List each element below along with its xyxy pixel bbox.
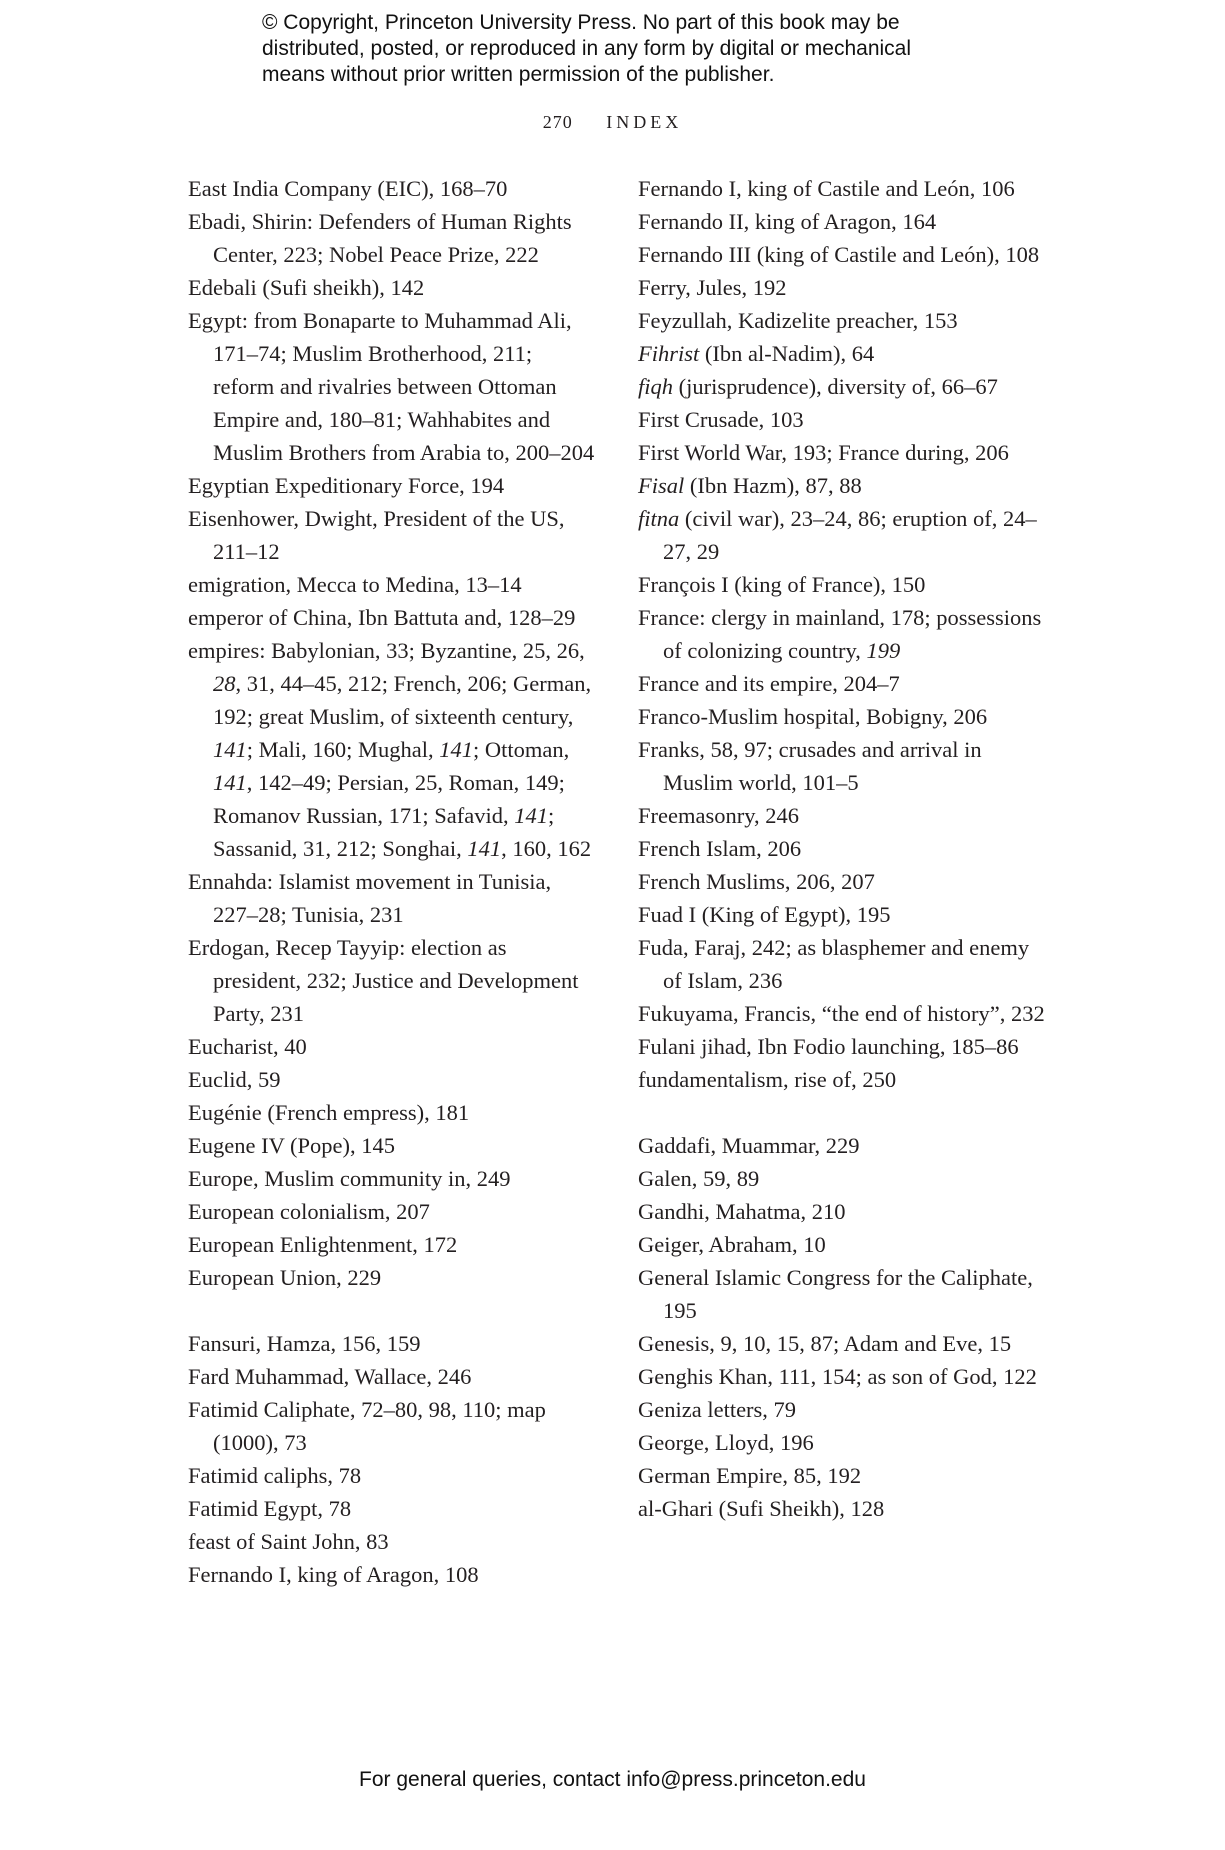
index-entry-text: Eucharist, 40 xyxy=(188,1034,307,1059)
index-entry-text: Fatimid Caliphate, 72–80, 98, 110; map (1000), 73 xyxy=(188,1397,546,1455)
index-column-left xyxy=(188,172,598,1591)
index-entry xyxy=(638,733,1048,799)
index-entry xyxy=(638,799,1048,832)
index-entry-text: French Islam, 206 xyxy=(638,836,802,861)
index-entry xyxy=(188,1030,598,1063)
index-entry-text: Fihrist xyxy=(638,341,700,366)
index-entry xyxy=(188,1195,598,1228)
index-entry xyxy=(638,1261,1048,1327)
index-entry-text: Fisal xyxy=(638,473,685,498)
index-entry-text: Genesis, 9, 10, 15, 87; Adam and Eve, 15 xyxy=(638,1331,1012,1356)
index-entry-text: Fansuri, Hamza, 156, 159 xyxy=(188,1331,421,1356)
index-entry-text: German Empire, 85, 192 xyxy=(638,1463,862,1488)
index-entry-text: fundamentalism, rise of, 250 xyxy=(638,1067,897,1092)
index-entry xyxy=(638,1063,1048,1096)
index-entry xyxy=(638,337,1048,370)
index-entry-text: al-Ghari (Sufi Sheikh), 128 xyxy=(638,1496,885,1521)
index-entry xyxy=(638,1030,1048,1063)
index-entry xyxy=(638,568,1048,601)
index-entry-text: , 160, 162 xyxy=(501,836,592,861)
index-entry xyxy=(188,1558,598,1591)
index-entry-text: Fulani jihad, Ibn Fodio launching, 185–86 xyxy=(638,1034,1019,1059)
index-entry-text: Feyzullah, Kadizelite preacher, 153 xyxy=(638,308,958,333)
index-entry xyxy=(638,898,1048,931)
index-entry-text: France and its empire, 204–7 xyxy=(638,671,900,696)
index-entry-text: 199 xyxy=(866,638,901,663)
index-entry xyxy=(638,865,1048,898)
index-entry xyxy=(188,1459,598,1492)
index-entry xyxy=(638,1129,1048,1162)
index-entry xyxy=(188,502,598,568)
index-entry-text: Genghis Khan, 111, 154; as son of God, 122 xyxy=(638,1364,1037,1389)
index-entry-text: Eugénie (French empress), 181 xyxy=(188,1100,470,1125)
index-entry-text: Ferry, Jules, 192 xyxy=(638,275,787,300)
index-entry-text: Fuad I (King of Egypt), 195 xyxy=(638,902,891,927)
index-entry-text: François I (king of France), 150 xyxy=(638,572,926,597)
index-entry-text: Eugene IV (Pope), 145 xyxy=(188,1133,396,1158)
index-entry-text: Freemasonry, 246 xyxy=(638,803,800,828)
index-entry xyxy=(188,1261,598,1294)
index-entry-text: George, Lloyd, 196 xyxy=(638,1430,814,1455)
page-number: 270 xyxy=(542,112,573,132)
index-entry xyxy=(188,1393,598,1459)
index-entry-text: France: clergy in mainland, 178; possessions of colonizing country, xyxy=(638,605,1042,663)
index-entry xyxy=(638,1426,1048,1459)
index-entry xyxy=(188,931,598,1030)
index-entry xyxy=(188,568,598,601)
index-entry xyxy=(188,634,598,865)
index-entry xyxy=(188,1129,598,1162)
index-entry-text: European Enlightenment, 172 xyxy=(188,1232,458,1257)
index-entry xyxy=(188,271,598,304)
index-entry-text: 28 xyxy=(213,671,236,696)
index-entry-text: 141 xyxy=(514,803,548,828)
index-entry xyxy=(638,172,1048,205)
copyright-line: © Copyright, Princeton University Press. No part of this book may be xyxy=(262,11,900,34)
running-head xyxy=(0,112,1225,133)
index-entry-text: Fatimid caliphs, 78 xyxy=(188,1463,362,1488)
letter-group-gap xyxy=(188,1294,598,1327)
index-entry xyxy=(188,601,598,634)
index-entry-text: ; Sassanid, 31, 212; Songhai, xyxy=(213,803,555,861)
index-entry-text: East India Company (EIC), 168–70 xyxy=(188,176,508,201)
letter-group-gap xyxy=(638,1096,1048,1129)
index-entry xyxy=(638,1228,1048,1261)
index-entry-text: , 142–49; Persian, 25, Roman, 149; Romanov Russian, 171; Safavid, xyxy=(213,770,565,828)
index-entry-text: 141 xyxy=(467,836,502,861)
index-entry xyxy=(638,436,1048,469)
index-entry-text: Edebali (Sufi sheikh), 142 xyxy=(188,275,425,300)
index-entry-text: 141 xyxy=(439,737,473,762)
index-entry xyxy=(638,700,1048,733)
index-entry-text: Gaddafi, Muammar, 229 xyxy=(638,1133,860,1158)
index-entry-text: Geiger, Abraham, 10 xyxy=(638,1232,826,1257)
index-entry-text: fitna xyxy=(638,506,680,531)
index-entry xyxy=(188,205,598,271)
index-entry-text: Erdogan, Recep Tayyip: election as president, 232; Justice and Development Party, 231 xyxy=(188,935,579,1026)
index-entry xyxy=(638,205,1048,238)
index-entry xyxy=(188,1360,598,1393)
index-entry xyxy=(638,997,1048,1030)
index-entry xyxy=(188,865,598,931)
index-entry xyxy=(188,172,598,205)
index-entry-text: Fernando I, king of Castile and León, 106 xyxy=(638,176,1015,201)
index-entry-text: Franks, 58, 97; crusades and arrival in Muslim world, 101–5 xyxy=(638,737,982,795)
section-title: INDEX xyxy=(606,112,683,132)
index-entry xyxy=(638,1459,1048,1492)
index-entry xyxy=(638,1162,1048,1195)
index-entry-text: Euclid, 59 xyxy=(188,1067,281,1092)
index-entry xyxy=(188,1162,598,1195)
index-entry xyxy=(638,931,1048,997)
index-entry-text: Franco-Muslim hospital, Bobigny, 206 xyxy=(638,704,988,729)
index-column-right xyxy=(638,172,1048,1525)
index-entry xyxy=(638,469,1048,502)
index-entry-text: (Ibn Hazm), 87, 88 xyxy=(684,473,862,498)
index-entry-text: fiqh xyxy=(638,374,674,399)
index-entry-text: feast of Saint John, 83 xyxy=(188,1529,389,1554)
index-entry-text: emigration, Mecca to Medina, 13–14 xyxy=(188,572,522,597)
index-entry xyxy=(638,1360,1048,1393)
index-entry-text: Galen, 59, 89 xyxy=(638,1166,760,1191)
index-entry xyxy=(638,370,1048,403)
index-entry-text: empires: Babylonian, 33; Byzantine, 25, 26, xyxy=(188,638,585,663)
index-entry-text: Gandhi, Mahatma, 210 xyxy=(638,1199,846,1224)
index-entry xyxy=(638,502,1048,568)
index-entry-text: French Muslims, 206, 207 xyxy=(638,869,875,894)
index-entry xyxy=(188,1228,598,1261)
index-entry-text: Ennahda: Islamist movement in Tunisia, 227–28; Tunisia, 231 xyxy=(188,869,552,927)
index-entry-text: emperor of China, Ibn Battuta and, 128–29 xyxy=(188,605,576,630)
index-entry-text: Egyptian Expeditionary Force, 194 xyxy=(188,473,505,498)
copyright-line: means without prior written permission of the publisher. xyxy=(262,63,775,86)
copyright-line: distributed, posted, or reproduced in any form by digital or mechanical xyxy=(262,37,912,60)
index-entry xyxy=(188,304,598,469)
index-entry xyxy=(188,1327,598,1360)
index-entry-text: Geniza letters, 79 xyxy=(638,1397,797,1422)
index-entry-text: Europe, Muslim community in, 249 xyxy=(188,1166,511,1191)
index-entry xyxy=(638,667,1048,700)
index-entry-text: Fard Muhammad, Wallace, 246 xyxy=(188,1364,472,1389)
index-entry xyxy=(188,1063,598,1096)
index-entry xyxy=(638,1492,1048,1525)
footer-contact: For general queries, contact info@press.princeton.edu xyxy=(359,1768,866,1791)
index-entry-text: ; Mali, 160; Mughal, xyxy=(246,737,440,762)
index-entry-text: Fernando I, king of Aragon, 108 xyxy=(188,1562,479,1587)
index-entry xyxy=(638,1393,1048,1426)
index-entry xyxy=(638,271,1048,304)
index-entry-text: European Union, 229 xyxy=(188,1265,382,1290)
index-entry-text: Egypt: from Bonaparte to Muhammad Ali, 171–74; Muslim Brotherhood, 211; reform and rivalries between Ottoman Empire and, 180–81; Wahhabites and Muslim Brothers from Arabia to, 200–204 xyxy=(188,308,595,465)
copyright-notice xyxy=(262,10,1022,88)
index-entry xyxy=(638,238,1048,271)
index-entry xyxy=(188,469,598,502)
index-entry-text: First World War, 193; France during, 206 xyxy=(638,440,1009,465)
index-entry xyxy=(638,832,1048,865)
index-entry-text: General Islamic Congress for the Caliphate, 195 xyxy=(638,1265,1033,1323)
index-entry-text: Fernando II, king of Aragon, 164 xyxy=(638,209,937,234)
index-entry xyxy=(638,1327,1048,1360)
index-entry xyxy=(638,1195,1048,1228)
index-entry-text: , 31, 44–45, 212; French, 206; German, 192; great Muslim, of sixteenth century, xyxy=(213,671,592,729)
index-entry-text: ; Ottoman, xyxy=(473,737,570,762)
index-entry-text: First Crusade, 103 xyxy=(638,407,804,432)
index-entry-text: 141 xyxy=(213,770,247,795)
index-entry-text: European colonialism, 207 xyxy=(188,1199,430,1224)
index-entry xyxy=(188,1492,598,1525)
index-entry xyxy=(638,601,1048,667)
index-entry xyxy=(188,1096,598,1129)
index-entry xyxy=(638,304,1048,337)
index-entry-text: (civil war), 23–24, 86; eruption of, 24–27, 29 xyxy=(663,506,1037,564)
index-entry-text: Ebadi, Shirin: Defenders of Human Rights Center, 223; Nobel Peace Prize, 222 xyxy=(188,209,572,267)
index-entry-text: Fuda, Faraj, 242; as blasphemer and enemy of Islam, 236 xyxy=(638,935,1030,993)
index-entry-text: Fatimid Egypt, 78 xyxy=(188,1496,352,1521)
index-entry-text: 141 xyxy=(213,737,247,762)
index-entry-text: (Ibn al-Nadim), 64 xyxy=(699,341,875,366)
index-entry xyxy=(188,1525,598,1558)
index-entry-text: (jurisprudence), diversity of, 66–67 xyxy=(673,374,998,399)
index-entry xyxy=(638,403,1048,436)
index-entry-text: Fukuyama, Francis, “the end of history”, 232 xyxy=(638,1001,1045,1026)
index-entry-text: Fernando III (king of Castile and León), 108 xyxy=(638,242,1040,267)
index-entry-text: Eisenhower, Dwight, President of the US, 211–12 xyxy=(188,506,565,564)
